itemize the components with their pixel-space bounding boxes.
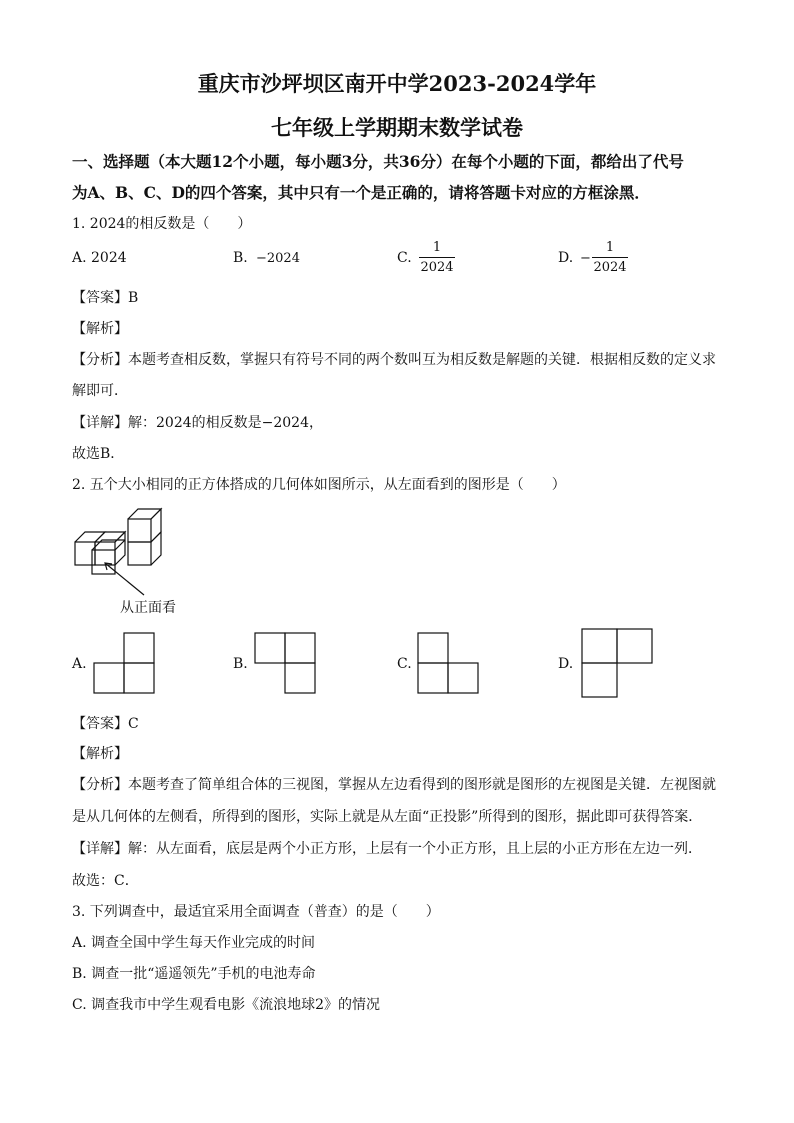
q1-option-d-sign: − <box>580 251 591 266</box>
q1-option-c-label: C. <box>397 250 412 266</box>
q2-stem: 2. 五个大小相同的正方体搭成的几何体如图所示，从左面看到的图形是（ ） <box>72 477 566 493</box>
q2-option-b-label: B. <box>233 656 248 672</box>
q2-option-a-label: A. <box>72 656 87 672</box>
q3-option-a: A. 调查全国中学生每天作业完成的时间 <box>72 935 316 951</box>
q2-conclusion: 故选：C． <box>72 873 139 889</box>
q1-stem: 1. 2024的相反数是（ ） <box>72 216 252 232</box>
q1-option-d-label: D. <box>558 250 574 266</box>
page-title-line2: 七年级上学期期末数学试卷 <box>271 115 523 140</box>
q1-conclusion: 故选B． <box>72 446 125 462</box>
q1-analysis-head: 【解析】 <box>72 321 128 337</box>
q1-option-c-denominator: 2024 <box>420 260 454 275</box>
section-header-line2: 为A、B、C、D的四个答案，其中只有一个是正确的，请将答题卡对应的方框涂黑． <box>72 183 650 202</box>
q1-option-a: A. 2024 <box>72 250 127 266</box>
q2-analysis-line1: 【分析】本题考查了简单组合体的三视图，掌握从左边看得到的图形就是图形的左视图是关键．左视图就 <box>72 777 716 793</box>
q1-option-c-numerator: 1 <box>432 240 442 255</box>
q2-answer: 【答案】C <box>72 716 139 732</box>
q3-option-c: C. 调查我市中学生观看电影《流浪地球2》的情况 <box>72 997 381 1013</box>
q2-option-d-figure <box>581 627 655 697</box>
q1-answer: 【答案】B <box>72 290 139 306</box>
q2-option-b-figure <box>255 631 319 695</box>
q1-option-d-fraction <box>592 239 628 278</box>
q1-option-b-label: B. <box>233 250 248 266</box>
q1-option-d-denominator: 2024 <box>593 260 627 275</box>
q2-detail: 【详解】解：从左面看，底层是两个小正方形，上层有一个小正方形，且上层的小正方形在左边一列． <box>72 841 702 857</box>
q1-analysis-line2: 解即可． <box>72 383 128 399</box>
q3-stem: 3. 下列调查中，最适宜采用全面调查（普查）的是（ ） <box>72 904 440 920</box>
q2-figure-caption: 从正面看 <box>120 600 176 616</box>
q1-option-b-value: −2024 <box>256 251 300 266</box>
q1-analysis-line1: 【分析】本题考查相反数，掌握只有符号不同的两个数叫互为相反数是解题的关键．根据相反数的定义求 <box>72 352 716 368</box>
section-header-line1: 一、选择题（本大题12个小题，每小题3分，共36分）在每个小题的下面，都给出了代号 <box>72 152 684 171</box>
q2-option-a-figure <box>94 631 158 695</box>
q2-cube-figure <box>70 505 180 595</box>
q2-option-c-figure <box>418 631 482 695</box>
page-title-line1: 重庆市沙坪坝区南开中学2023-2024学年 <box>197 71 597 96</box>
q3-option-b: B. 调查一批“遥遥领先”手机的电池寿命 <box>72 966 316 982</box>
q1-option-c-fraction <box>419 239 455 278</box>
q2-analysis-line2: 是从几何体的左侧看，所得到的图形，实际上就是从左面“正投影”所得到的图形，据此即可获得答案． <box>72 809 703 825</box>
q2-option-c-label: C. <box>397 656 412 672</box>
q2-option-d-label: D. <box>558 656 574 672</box>
q1-detail: 【详解】解：2024的相反数是−2024， <box>72 415 323 431</box>
q2-analysis-head: 【解析】 <box>72 746 128 762</box>
q1-option-d-numerator: 1 <box>605 240 615 255</box>
